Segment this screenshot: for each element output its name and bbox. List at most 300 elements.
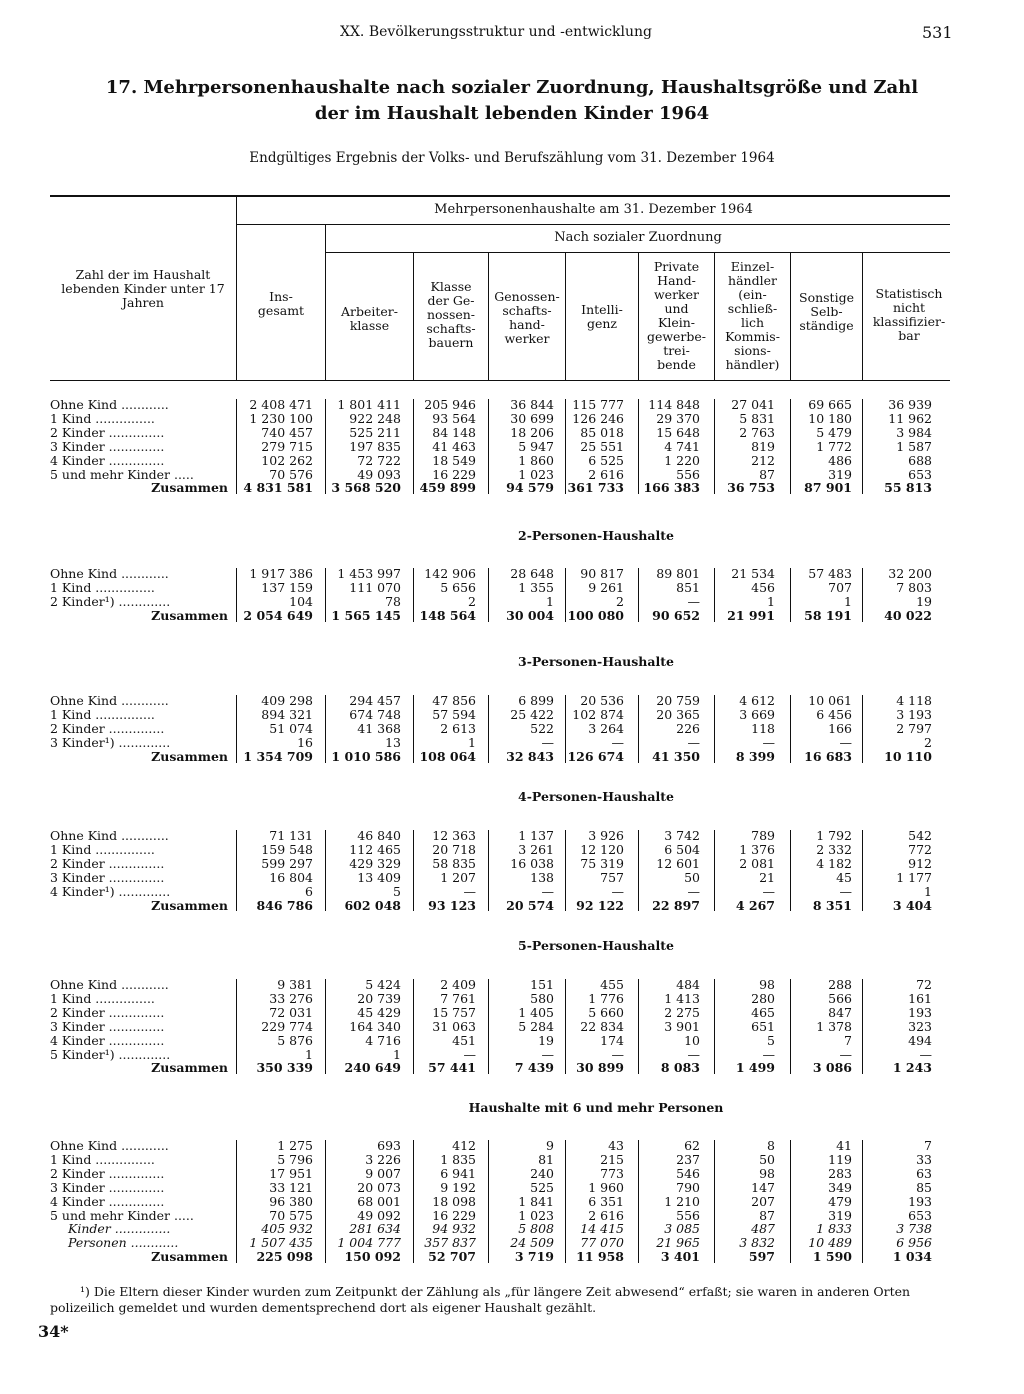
table-cell: 294 457 xyxy=(349,693,401,708)
table-cell: 1 507 435 xyxy=(249,1235,313,1251)
table-cell: 602 048 xyxy=(344,897,401,913)
header-top: Mehrpersonenhaushalte am 31. Dezember 1964 xyxy=(434,202,753,217)
table-cell: 7 439 xyxy=(514,1060,554,1076)
table-row xyxy=(0,992,1024,1006)
table-cell: 94 579 xyxy=(506,480,554,496)
table-cell: 6 899 xyxy=(518,693,554,708)
table-cell: 459 899 xyxy=(419,480,476,496)
table-cell: 1 792 xyxy=(816,828,852,843)
table-cell: 138 xyxy=(530,869,554,885)
table-cell: 5 660 xyxy=(588,1004,624,1020)
header-col-sonstige-selbstaendige: Sonstige Selb- ständige xyxy=(799,290,854,333)
table-row xyxy=(0,1139,1024,1153)
row-label: 2 Kinder .............. xyxy=(50,720,165,736)
table-cell: 1 177 xyxy=(896,869,932,885)
table-cell: 41 xyxy=(836,1138,852,1153)
table-row xyxy=(0,1034,1024,1048)
table-subtitle: Endgültiges Ergebnis der Volks- und Berufszählung vom 31. Dezember 1964 xyxy=(249,150,775,166)
table-cell: 57 483 xyxy=(808,566,852,581)
table-cell: 4 118 xyxy=(896,693,932,708)
row-label: 1 Kind ............... xyxy=(50,1151,155,1167)
table-cell: — xyxy=(839,734,852,750)
table-cell: 707 xyxy=(828,579,852,595)
table-cell: 115 777 xyxy=(572,397,624,412)
table-cell: 2 797 xyxy=(896,720,932,736)
table-cell: 4 831 581 xyxy=(243,480,313,496)
header-col-private-handwerker: Private Hand- werker und Klein- gewerbe- trei- bende xyxy=(646,259,707,372)
table-cell: 1 210 xyxy=(664,1193,700,1209)
table-cell: — xyxy=(687,1046,700,1062)
table-cell: 3 719 xyxy=(514,1249,554,1265)
table-cell: 12 120 xyxy=(580,841,624,857)
table-cell: 81 xyxy=(538,1151,554,1167)
table-row xyxy=(0,1153,1024,1167)
table-cell: 1 xyxy=(546,593,554,609)
table-cell: 10 xyxy=(684,1032,700,1048)
table-cell: 912 xyxy=(908,855,932,871)
table-cell: 456 xyxy=(751,579,775,595)
table-cell: 111 070 xyxy=(349,579,401,595)
table-cell: 47 856 xyxy=(432,693,476,708)
table-cell: 3 085 xyxy=(664,1221,700,1237)
table-cell: 851 xyxy=(676,579,700,595)
table-cell: 2 xyxy=(616,593,624,609)
table-cell: 4 716 xyxy=(365,1032,401,1048)
table-cell: 846 786 xyxy=(256,897,313,913)
table-cell: 51 074 xyxy=(269,720,313,736)
table-cell: 174 xyxy=(600,1032,624,1048)
row-label: Zusammen xyxy=(151,897,228,913)
table-cell: 7 xyxy=(844,1032,852,1048)
table-cell: 790 xyxy=(676,1179,700,1195)
row-label: Personen ............ xyxy=(68,1235,179,1251)
title-line-2: der im Haushalt lebenden Kinder 1964 xyxy=(314,103,710,124)
table-cell: 16 804 xyxy=(269,869,313,885)
table-cell: 77 070 xyxy=(580,1235,624,1251)
table-cell: 207 xyxy=(751,1193,775,1209)
table-cell: 542 xyxy=(908,828,932,843)
title-line-1: 17. Mehrpersonenhaushalte nach sozialer Zuordnung, Haushaltsgröße und Zahl xyxy=(105,77,919,98)
table-title xyxy=(0,75,1024,127)
table-cell: 455 xyxy=(600,977,624,992)
table-cell: 1 xyxy=(844,593,852,609)
table-cell: 57 594 xyxy=(432,706,476,722)
table-cell: 789 xyxy=(751,828,775,843)
table-cell: 20 759 xyxy=(656,693,700,708)
header-col-nicht-klassifizierbar: Statistisch nicht klassifizier- bar xyxy=(872,286,946,343)
table-cell: 147 xyxy=(751,1179,775,1195)
table-cell: 1 841 xyxy=(518,1193,554,1209)
table-cell: 215 xyxy=(600,1151,624,1167)
table-cell: 229 774 xyxy=(261,1018,313,1034)
table-cell: 350 339 xyxy=(256,1060,313,1076)
table-cell: 2 616 xyxy=(588,1207,624,1223)
header-col-intelligenz: Intelli- genz xyxy=(581,302,623,331)
table-cell: 50 xyxy=(684,869,700,885)
table-row xyxy=(0,1006,1024,1020)
table-cell: 118 xyxy=(751,720,775,736)
table-cell: 5 831 xyxy=(739,410,775,426)
row-label: 1 Kind ............... xyxy=(50,579,155,595)
table-cell: 1 275 xyxy=(277,1138,313,1153)
table-cell: 10 110 xyxy=(884,748,932,764)
table-cell: 319 xyxy=(828,466,852,482)
row-label: 1 Kind ............... xyxy=(50,990,155,1006)
table-cell: 20 574 xyxy=(506,897,554,913)
table-cell: 30 699 xyxy=(510,410,554,426)
table-cell: 349 xyxy=(828,1179,852,1195)
table-cell: 894 321 xyxy=(261,706,313,722)
table-cell: 1 243 xyxy=(892,1060,932,1076)
table-cell: 98 xyxy=(759,1165,775,1181)
table-cell: 237 xyxy=(676,1151,700,1167)
table-cell: 319 xyxy=(828,1207,852,1223)
row-label: 3 Kinder .............. xyxy=(50,438,165,454)
table-row xyxy=(0,1181,1024,1195)
table-cell: 9 xyxy=(546,1138,554,1153)
table-cell: 49 092 xyxy=(357,1207,401,1223)
table-cell: 1 587 xyxy=(896,438,932,454)
table-cell: 1 833 xyxy=(816,1221,852,1237)
table-cell: 7 803 xyxy=(896,579,932,595)
table-row xyxy=(0,567,1024,581)
row-label: 2 Kinder .............. xyxy=(50,424,165,440)
table-cell: 3 261 xyxy=(518,841,554,857)
table-cell: 10 180 xyxy=(808,410,852,426)
table-cell: 1 023 xyxy=(518,466,554,482)
table-cell: 193 xyxy=(908,1004,932,1020)
section-title: 2-Personen-Haushalte xyxy=(518,528,674,543)
table-cell: 96 380 xyxy=(269,1193,313,1209)
table-cell: 1 917 386 xyxy=(249,566,313,581)
header-top-divider xyxy=(236,224,950,225)
table-cell: 5 876 xyxy=(277,1032,313,1048)
table-cell: 8 083 xyxy=(660,1060,700,1076)
table-cell: 3 901 xyxy=(664,1018,700,1034)
table-cell: 72 031 xyxy=(269,1004,313,1020)
table-cell: 6 956 xyxy=(896,1235,932,1251)
table-cell: 1 860 xyxy=(518,452,554,468)
table-cell: 30 004 xyxy=(506,607,554,623)
table-cell: 6 525 xyxy=(588,452,624,468)
table-cell: 740 457 xyxy=(261,424,313,440)
section-title: 4-Personen-Haushalte xyxy=(518,789,674,804)
table-cell: 281 634 xyxy=(349,1221,401,1237)
table-cell: 89 801 xyxy=(656,566,700,581)
table-cell: 451 xyxy=(452,1032,476,1048)
table-cell: 225 098 xyxy=(256,1249,313,1265)
table-cell: 5 284 xyxy=(518,1018,554,1034)
table-cell: 2 409 xyxy=(440,977,476,992)
row-label: 3 Kinder¹) ............. xyxy=(50,734,171,750)
table-row xyxy=(0,398,1024,412)
table-cell: 21 534 xyxy=(731,566,775,581)
table-cell: — xyxy=(611,883,624,899)
table-row xyxy=(0,454,1024,468)
table-cell: 57 441 xyxy=(428,1060,476,1076)
table-cell: 43 xyxy=(608,1138,624,1153)
table-cell: 24 509 xyxy=(510,1235,554,1251)
row-label: Zusammen xyxy=(151,1249,228,1265)
table-cell: 1 034 xyxy=(892,1249,932,1265)
table-cell: 3 926 xyxy=(588,828,624,843)
table-cell: 25 551 xyxy=(580,438,624,454)
table-cell: 102 262 xyxy=(261,452,313,468)
table-cell: 288 xyxy=(828,977,852,992)
table-cell: 1 023 xyxy=(518,1207,554,1223)
table-cell: 58 191 xyxy=(804,607,852,623)
table-row xyxy=(0,978,1024,992)
table-cell: 142 906 xyxy=(424,566,476,581)
running-head: XX. Bevölkerungsstruktur und -entwicklung xyxy=(340,24,653,40)
table-cell: 2 408 471 xyxy=(249,397,313,412)
table-cell: 166 xyxy=(828,720,852,736)
table-cell: 3 226 xyxy=(365,1151,401,1167)
table-cell: — xyxy=(762,883,775,899)
table-cell: 166 383 xyxy=(643,480,700,496)
table-cell: 159 548 xyxy=(261,841,313,857)
table-cell: — xyxy=(611,734,624,750)
table-cell: 323 xyxy=(908,1018,932,1034)
table-cell: 63 xyxy=(916,1165,932,1181)
table-cell: 1 801 411 xyxy=(337,397,401,412)
row-label: Ohne Kind ............ xyxy=(50,397,169,412)
table-cell: — xyxy=(463,883,476,899)
row-label: 3 Kinder .............. xyxy=(50,869,165,885)
table-cell: 114 848 xyxy=(648,397,700,412)
table-cell: 20 365 xyxy=(656,706,700,722)
table-cell: 205 946 xyxy=(424,397,476,412)
header-col-insgesamt: Ins- gesamt xyxy=(257,289,305,318)
row-label: Kinder .............. xyxy=(68,1221,171,1237)
table-cell: 1 590 xyxy=(812,1249,852,1265)
table-cell: 7 xyxy=(924,1138,932,1153)
row-label: Ohne Kind ............ xyxy=(50,566,169,581)
table-cell: 773 xyxy=(600,1165,624,1181)
table-cell: 16 229 xyxy=(432,1207,476,1223)
table-cell: 22 834 xyxy=(580,1018,624,1034)
table-cell: 102 874 xyxy=(572,706,624,722)
table-cell: 674 748 xyxy=(349,706,401,722)
table-cell: — xyxy=(541,734,554,750)
table-cell: 3 264 xyxy=(588,720,624,736)
table-cell: 819 xyxy=(751,438,775,454)
table-cell: 9 192 xyxy=(440,1179,476,1195)
table-cell: 357 837 xyxy=(424,1235,476,1251)
table-cell: 1 376 xyxy=(739,841,775,857)
table-cell: 3 568 520 xyxy=(331,480,401,496)
row-label: Ohne Kind ............ xyxy=(50,1138,169,1153)
table-cell: 8 xyxy=(767,1138,775,1153)
table-cell: 10 061 xyxy=(808,693,852,708)
table-cell: 41 368 xyxy=(357,720,401,736)
table-cell: 87 xyxy=(759,1207,775,1223)
table-cell: 151 xyxy=(530,977,554,992)
table-cell: 688 xyxy=(908,452,932,468)
table-cell: 1 499 xyxy=(735,1060,775,1076)
table-row xyxy=(0,581,1024,595)
table-cell: 3 404 xyxy=(892,897,932,913)
table-row xyxy=(0,595,1024,609)
table-cell: 36 753 xyxy=(727,480,775,496)
row-label: 2 Kinder¹) ............. xyxy=(50,593,171,609)
table-cell: 33 121 xyxy=(269,1179,313,1195)
table-cell: 197 835 xyxy=(349,438,401,454)
table-cell: 525 211 xyxy=(349,424,401,440)
row-label: Zusammen xyxy=(151,748,228,764)
table-cell: 7 761 xyxy=(440,990,476,1006)
table-cell: 193 xyxy=(908,1193,932,1209)
row-label: Ohne Kind ............ xyxy=(50,693,169,708)
table-cell: 126 246 xyxy=(572,410,624,426)
table-cell: 85 018 xyxy=(580,424,624,440)
table-cell: 10 489 xyxy=(808,1235,852,1251)
table-cell: 5 947 xyxy=(518,438,554,454)
table-cell: 45 xyxy=(836,869,852,885)
row-label: 4 Kinder¹) ............. xyxy=(50,883,171,899)
table-cell: 70 576 xyxy=(269,466,313,482)
table-cell: 12 601 xyxy=(656,855,700,871)
table-cell: 1 137 xyxy=(518,828,554,843)
table-cell: 18 206 xyxy=(510,424,554,440)
table-cell: 1 453 997 xyxy=(337,566,401,581)
table-cell: — xyxy=(839,1046,852,1062)
table-cell: 46 840 xyxy=(357,828,401,843)
table-cell: 161 xyxy=(908,990,932,1006)
table-cell: 479 xyxy=(828,1193,852,1209)
table-cell: 653 xyxy=(908,1207,932,1223)
table-cell: 212 xyxy=(751,452,775,468)
table-cell: 1 835 xyxy=(440,1151,476,1167)
table-row xyxy=(0,1222,1024,1236)
table-row xyxy=(0,1020,1024,1034)
table-cell: 4 182 xyxy=(816,855,852,871)
table-cell: 19 xyxy=(538,1032,554,1048)
table-cell: 41 463 xyxy=(432,438,476,454)
table-cell: 1 776 xyxy=(588,990,624,1006)
table-cell: 546 xyxy=(676,1165,700,1181)
table-row xyxy=(0,829,1024,843)
row-label: Zusammen xyxy=(151,1060,228,1076)
table-cell: 3 738 xyxy=(896,1221,932,1237)
table-cell: 522 xyxy=(530,720,554,736)
table-cell: 1 378 xyxy=(816,1018,852,1034)
row-label: 2 Kinder .............. xyxy=(50,1165,165,1181)
table-cell: 1 220 xyxy=(664,452,700,468)
table-cell: 49 093 xyxy=(357,466,401,482)
table-cell: 29 370 xyxy=(656,410,700,426)
table-cell: 11 962 xyxy=(888,410,932,426)
page-number: 531 xyxy=(922,23,953,42)
table-cell: — xyxy=(839,883,852,899)
table-cell: 494 xyxy=(908,1032,932,1048)
table-cell: 119 xyxy=(828,1151,852,1167)
table-cell: 847 xyxy=(828,1004,852,1020)
table-cell: 279 715 xyxy=(261,438,313,454)
table-cell: 651 xyxy=(751,1018,775,1034)
table-row xyxy=(0,1048,1024,1062)
table-cell: — xyxy=(611,1046,624,1062)
header-col-einzelhaendler: Einzel- händler (ein- schließ- lich Kommis- sions- händler) xyxy=(725,259,780,372)
table-cell: 1 355 xyxy=(518,579,554,595)
table-row xyxy=(0,412,1024,426)
table-cell: — xyxy=(687,734,700,750)
table-cell: 1 354 709 xyxy=(243,748,313,764)
table-cell: 45 429 xyxy=(357,1004,401,1020)
row-label: Zusammen xyxy=(151,607,228,623)
table-row xyxy=(0,694,1024,708)
table-cell: 20 536 xyxy=(580,693,624,708)
table-cell: 150 092 xyxy=(344,1249,401,1265)
table-cell: 68 001 xyxy=(357,1193,401,1209)
section-title: Haushalte mit 6 und mehr Personen xyxy=(468,1100,724,1115)
table-cell: 1 207 xyxy=(440,869,476,885)
table-cell: — xyxy=(541,1046,554,1062)
table-cell: 100 080 xyxy=(567,607,624,623)
table-cell: 148 564 xyxy=(419,607,476,623)
table-row xyxy=(0,708,1024,722)
page-signature: 34* xyxy=(38,1322,69,1341)
table-cell: 5 xyxy=(393,883,401,899)
header-col-genossenschaftshandwerker: Genossen- schafts- hand- werker xyxy=(494,289,560,346)
table-cell: 90 817 xyxy=(580,566,624,581)
table-cell: 405 932 xyxy=(261,1221,313,1237)
table-cell: — xyxy=(463,1046,476,1062)
table-cell: 2 616 xyxy=(588,466,624,482)
table-cell: 19 xyxy=(916,593,932,609)
table-cell: 3 086 xyxy=(812,1060,852,1076)
table-cell: 93 564 xyxy=(432,410,476,426)
header-stub: Zahl der im Haushalt lebenden Kinder unter 17 Jahren xyxy=(61,267,225,310)
table-cell: 922 248 xyxy=(349,410,401,426)
table-cell: 90 652 xyxy=(652,607,700,623)
table-cell: 2 081 xyxy=(739,855,775,871)
table-cell: 757 xyxy=(600,869,624,885)
table-cell: — xyxy=(919,1046,932,1062)
table-cell: 58 835 xyxy=(432,855,476,871)
table-cell: 1 960 xyxy=(588,1179,624,1195)
table-cell: 16 xyxy=(297,734,313,750)
table-cell: 6 456 xyxy=(816,706,852,722)
table-cell: 14 415 xyxy=(580,1221,624,1237)
header-col-arbeiterklasse: Arbeiter- klasse xyxy=(340,304,399,333)
table-cell: 93 123 xyxy=(428,897,476,913)
table-cell: 8 351 xyxy=(812,897,852,913)
table-cell: 32 843 xyxy=(506,748,554,764)
table-cell: 429 329 xyxy=(349,855,401,871)
table-cell: 30 899 xyxy=(576,1060,624,1076)
table-cell: 1 xyxy=(924,883,932,899)
row-label: 5 und mehr Kinder ..... xyxy=(50,1207,194,1223)
table-cell: 4 612 xyxy=(739,693,775,708)
table-cell: 409 298 xyxy=(261,693,313,708)
total-row xyxy=(0,1250,1024,1264)
table-cell: 112 465 xyxy=(349,841,401,857)
table-cell: 1 xyxy=(393,1046,401,1062)
table-cell: 486 xyxy=(828,452,852,468)
table-cell: 9 007 xyxy=(365,1165,401,1181)
row-label: 2 Kinder .............. xyxy=(50,855,165,871)
table-cell: 78 xyxy=(385,593,401,609)
table-cell: 580 xyxy=(530,990,554,1006)
table-cell: 599 297 xyxy=(261,855,313,871)
table-cell: 9 381 xyxy=(277,977,313,992)
row-label: 5 Kinder¹) ............. xyxy=(50,1046,171,1062)
table-cell: 22 897 xyxy=(652,897,700,913)
table-cell: — xyxy=(687,593,700,609)
table-cell: 87 xyxy=(759,466,775,482)
table-cell: 693 xyxy=(377,1138,401,1153)
